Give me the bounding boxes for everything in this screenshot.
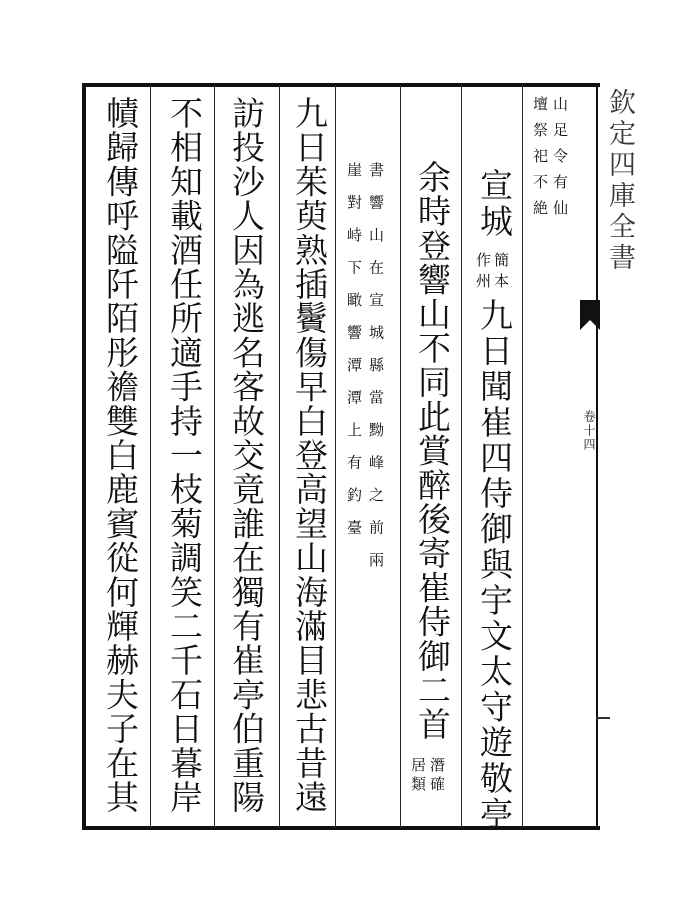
commentary-column-1: 書響山在宣城縣當黝峰之前兩 (367, 162, 385, 585)
note-column-1: 山足令有仙 (551, 96, 569, 226)
source-note-1: 潛確 (428, 757, 446, 795)
column-rule (150, 85, 151, 827)
column-rule (279, 85, 280, 827)
book-title-edge: 欽定四庫全書 (604, 88, 635, 274)
column-rule (214, 85, 215, 827)
poem-line-3: 不相知載酒任所適手持一枝菊調笑二千石日暮岸 (165, 96, 204, 815)
juan-number: 卷十四 (582, 410, 596, 452)
source-note-2: 居類 (409, 757, 427, 795)
poem-title: 九日聞崔四侍御與宇文太守遊敬亭 (475, 298, 514, 832)
column-rule (461, 85, 462, 827)
title-place: 宣城 (475, 168, 514, 241)
variant-note-2: 作州 (474, 252, 492, 294)
poem-title-continued: 余時登響山不同此賞醉後寄崔侍御二首 (413, 160, 452, 742)
note-column-2: 壇祭祀不絶 (531, 96, 549, 226)
column-rule (335, 85, 336, 827)
column-rule (522, 85, 523, 827)
poem-line-1: 九日茱萸熟插鬢傷早白登高望山海滿目悲古昔遠 (290, 96, 329, 815)
fish-tail-mark-icon (580, 300, 600, 330)
edge-tick (596, 717, 610, 719)
poem-line-4: 幘歸傳呼隘阡陌彤襜雙白鹿賓從何輝赫夫子在其 (101, 96, 140, 815)
commentary-column-2: 崖對峙下瞰響潭潭上有釣臺 (345, 162, 363, 552)
variant-note-1: 簡本 (492, 252, 510, 294)
poem-line-2: 訪投沙人因為逃名客故交竟誰在獨有崔亭伯重陽 (227, 96, 266, 815)
column-rule (400, 85, 401, 827)
